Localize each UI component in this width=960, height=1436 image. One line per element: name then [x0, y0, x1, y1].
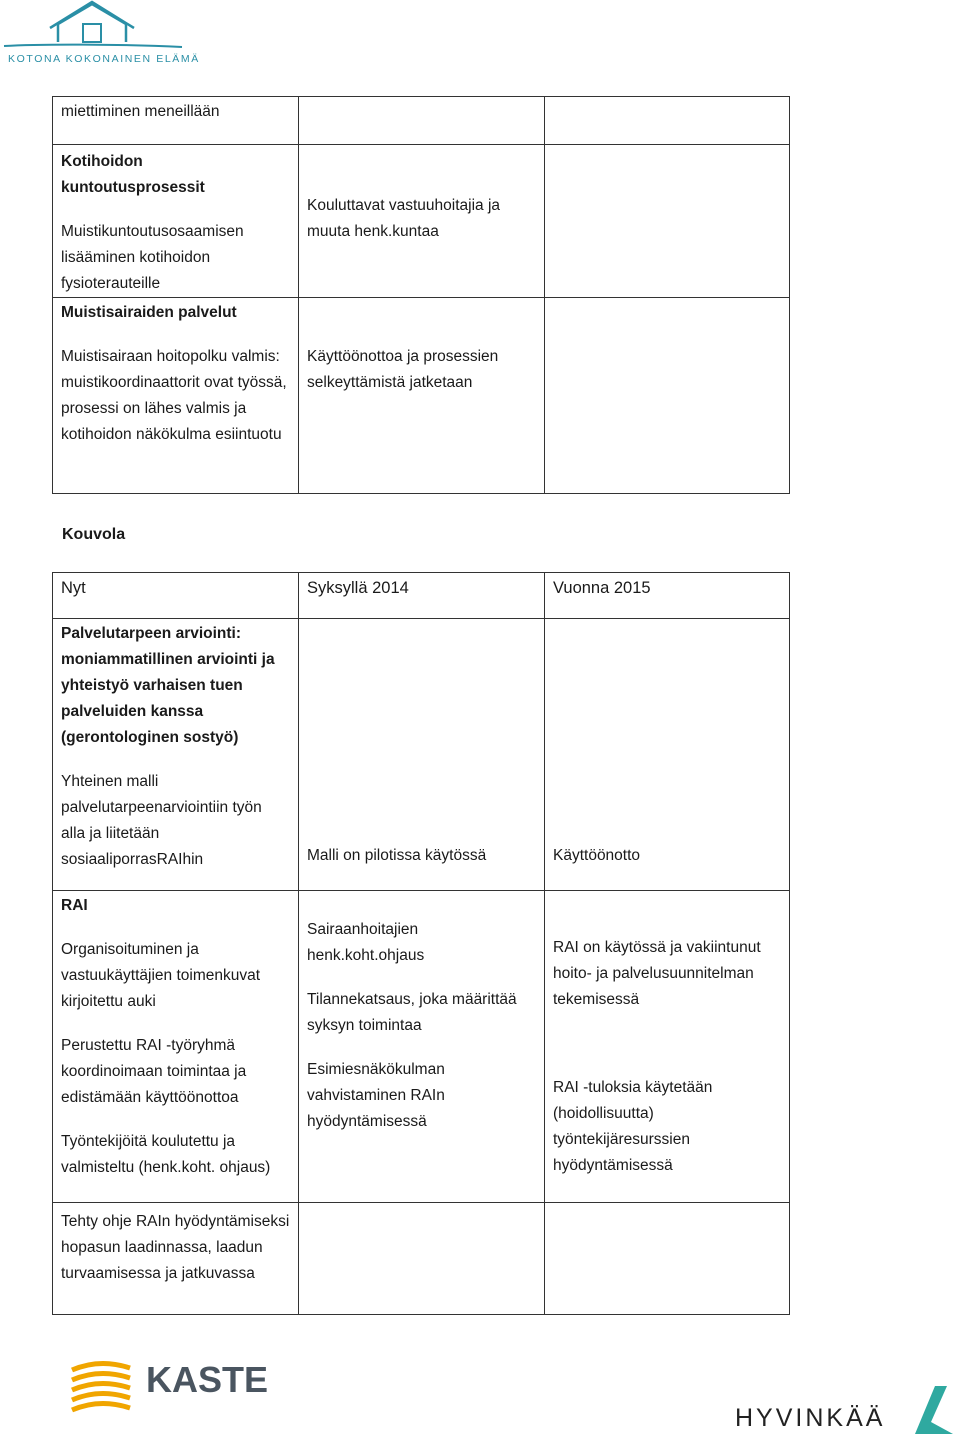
- empty-cell: [299, 97, 545, 145]
- cell-text: Käyttöönottoa ja prosessien selkeyttämistä jatketaan: [307, 348, 499, 391]
- row-heading: Kotihoidon kuntoutusprosessit: [61, 153, 205, 196]
- cell-text: Muistisairaan hoitopolku valmis: muistikoordinaattorit ovat työssä, prosessi on lähes valmis ja kotihoidon näkökulma esiintuotu: [61, 348, 287, 443]
- cell-text: Sairaanhoitajien henk.koht.ohjaus: [307, 921, 425, 964]
- cell-text: Malli on pilotissa käytössä: [307, 847, 487, 864]
- table-row: [53, 1203, 790, 1315]
- empty-cell: [545, 97, 790, 145]
- hyvinkaa-mark-icon: [915, 1386, 953, 1434]
- kaste-logo: [70, 1358, 280, 1414]
- cell-text: Organisoituminen ja vastuukäyttäjien toimenkuvat kirjoitettu auki: [61, 941, 261, 1010]
- table-kouvola: [52, 572, 790, 1315]
- hyvinkaa-logo-text: HYVINKÄÄ: [735, 1404, 886, 1432]
- kaste-logo-text: KASTE: [146, 1359, 269, 1400]
- section-title: Kouvola: [62, 526, 126, 543]
- empty-cell: [299, 1203, 545, 1315]
- cell-text: Muistikuntoutusosaamisen lisääminen kotihoidon fysioterauteille: [61, 223, 244, 292]
- kaste-wave-icon: [72, 1363, 130, 1410]
- table-header-row: [53, 573, 790, 619]
- cell-text: Käyttöönotto: [553, 847, 641, 864]
- hyvinkaa-logo: [735, 1382, 955, 1436]
- row-heading: Muistisairaiden palvelut: [61, 304, 237, 321]
- cell-text: Yhteinen malli palvelutarpeenarviointiin työn alla ja liitetään sosiaaliporrasRAIhin: [61, 773, 262, 868]
- table-row: [53, 145, 790, 298]
- row-heading: Palvelutarpeen arviointi: moniammatillinen arviointi ja yhteistyö varhaisen tuen palveluiden kanssa (gerontologinen sostyö): [61, 625, 275, 746]
- table-row: [53, 97, 790, 145]
- cell-text: Kouluttavat vastuuhoitajia ja muuta henk.kuntaa: [307, 197, 501, 240]
- cell-text: Tilannekatsaus, joka määrittää syksyn toimintaa: [307, 991, 517, 1034]
- column-header: Nyt: [61, 579, 86, 597]
- empty-cell: [545, 298, 790, 494]
- cell-text: Tehty ohje RAIn hyödyntämiseksi hopasun laadinnassa, laadun turvaamisessa ja jatkuvassa: [61, 1213, 290, 1282]
- empty-cell: [545, 1203, 790, 1315]
- table-row: [53, 298, 790, 494]
- table-kotihoito: [52, 96, 790, 494]
- cell-text: Työntekijöitä koulutettu ja valmisteltu (henk.koht. ohjaus): [61, 1133, 271, 1176]
- cell-text: Perustettu RAI -työryhmä koordinoimaan toimintaa ja edistämään käyttöönottoa: [61, 1037, 247, 1106]
- cell-text: RAI on käytössä ja vakiintunut hoito- ja palvelusuunnitelman tekemisessä: [553, 939, 761, 1008]
- header-logo-text: KOTONA KOKONAINEN ELÄMÄ: [8, 53, 200, 65]
- column-header: Vuonna 2015: [553, 579, 651, 597]
- table-row: [53, 619, 790, 891]
- cell-text: RAI -tuloksia käytetään (hoidollisuutta) työntekijäresurssien hyödyntämisessä: [553, 1079, 713, 1174]
- table-row: [53, 891, 790, 1203]
- empty-cell: [545, 145, 790, 298]
- row-heading: RAI: [61, 897, 88, 914]
- cell-text: miettiminen meneillään: [61, 103, 220, 120]
- column-header: Syksyllä 2014: [307, 579, 409, 597]
- cell-text: Esimiesnäkökulman vahvistaminen RAIn hyödyntämisessä: [307, 1061, 445, 1130]
